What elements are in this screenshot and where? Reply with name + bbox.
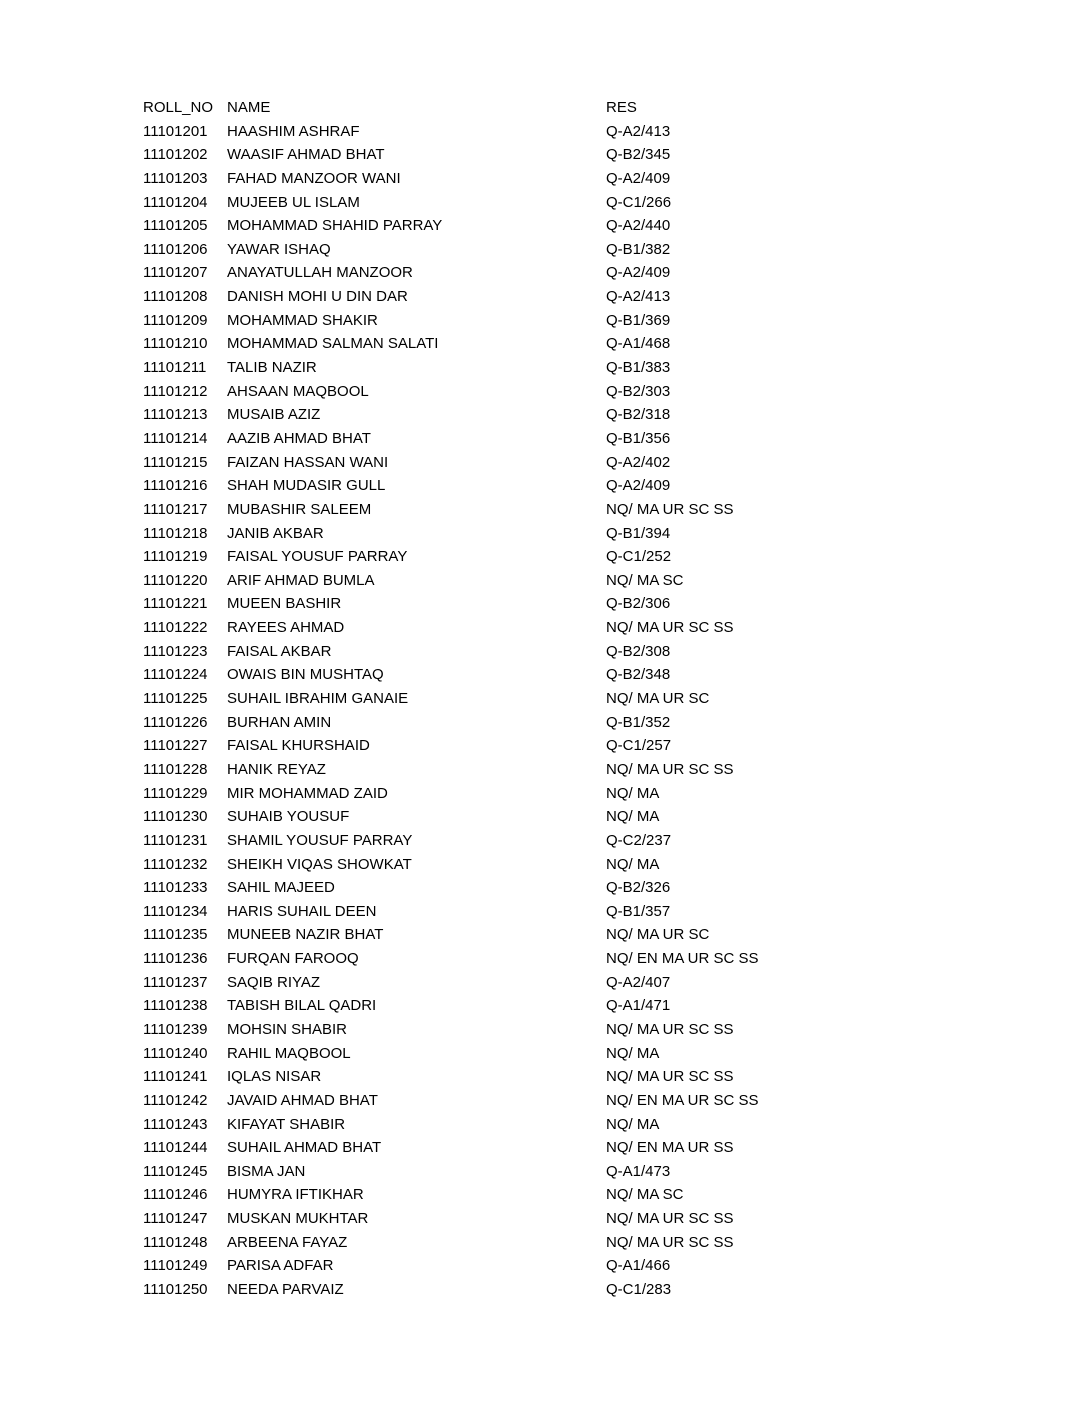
table-row [143,120,806,144]
table-row [143,214,806,238]
res-cell: Q-C1/257 [606,737,672,755]
header-name: NAME [227,99,271,116]
table-row [143,474,806,498]
roll-no-cell: 11101227 [143,737,208,755]
roll-no-cell: 11101244 [143,1139,208,1157]
name-cell: BISMA JAN [227,1162,306,1180]
table-row [143,285,806,309]
res-cell: Q-B1/383 [606,359,671,377]
name-cell: HANIK REYAZ [227,760,326,778]
res-cell: Q-B1/357 [606,902,671,920]
table-row [143,1065,806,1089]
roll-no-cell: 11101214 [143,429,208,447]
res-cell: Q-C1/252 [606,548,672,566]
roll-no-cell: 11101249 [143,1257,208,1275]
results-table [143,96,806,1302]
roll-no-cell: 11101220 [143,571,208,589]
name-cell: BURHAN AMIN [227,713,332,731]
roll-no-cell: 11101203 [143,169,208,187]
roll-no-cell: 11101237 [143,973,208,991]
table-row [143,758,806,782]
res-cell: NQ/ MA UR SC SS [606,500,734,518]
roll-no-cell: 11101239 [143,1020,208,1038]
res-cell: Q-C2/237 [606,831,672,849]
table-row [143,1254,806,1278]
roll-no-cell: 11101211 [143,359,207,377]
res-cell: NQ/ MA UR SC SS [606,1210,734,1228]
name-cell: MUJEEB UL ISLAM [227,193,360,211]
table-row [143,1278,806,1302]
res-cell: Q-B2/348 [606,666,671,684]
table-row [143,309,806,333]
res-cell: NQ/ MA SC [606,1186,684,1204]
res-cell: NQ/ MA UR SC SS [606,760,734,778]
name-cell: SAHIL MAJEED [227,879,335,897]
roll-no-cell: 11101216 [143,477,208,495]
roll-no-cell: 11101204 [143,193,208,211]
table-row [143,734,806,758]
roll-no-cell: 11101242 [143,1091,208,1109]
table-row [143,356,806,380]
res-cell: Q-B1/352 [606,713,671,731]
table-row [143,923,806,947]
name-cell: MUBASHIR SALEEM [227,500,372,518]
roll-no-cell: 11101240 [143,1044,208,1062]
res-cell: Q-A2/413 [606,122,671,140]
roll-no-cell: 11101218 [143,524,208,542]
name-cell: MUNEEB NAZIR BHAT [227,926,384,944]
table-row [143,1160,806,1184]
res-cell: Q-A1/466 [606,1257,671,1275]
roll-no-cell: 11101222 [143,619,208,637]
table-row [143,403,806,427]
res-cell: Q-B1/369 [606,311,671,329]
name-cell: MOHAMMAD SHAHID PARRAY [227,217,443,235]
table-row [143,663,806,687]
table-row [143,545,806,569]
res-cell: NQ/ MA UR SC [606,690,710,708]
res-cell: NQ/ MA UR SC SS [606,1233,734,1251]
name-cell: KIFAYAT SHABIR [227,1115,346,1133]
res-cell: Q-B1/394 [606,524,671,542]
roll-no-cell: 11101226 [143,713,208,731]
name-cell: MIR MOHAMMAD ZAID [227,784,388,802]
roll-no-cell: 11101250 [143,1281,208,1299]
roll-no-cell: 11101223 [143,642,208,660]
res-cell: Q-B1/356 [606,429,671,447]
name-cell: HAASHIM ASHRAF [227,122,360,140]
table-row [143,1183,806,1207]
res-cell: NQ/ MA UR SC SS [606,1068,734,1086]
name-cell: IQLAS NISAR [227,1068,322,1086]
table-row [143,876,806,900]
table-row [143,616,806,640]
header-roll-no: ROLL_NO [143,99,214,116]
name-cell: SUHAIL IBRAHIM GANAIE [227,690,409,708]
res-cell: NQ/ MA [606,1115,660,1133]
header-row [143,96,806,120]
name-cell: RAYEES AHMAD [227,619,345,637]
table-row [143,1136,806,1160]
table-row [143,1089,806,1113]
table-row [143,592,806,616]
table-row [143,191,806,215]
name-cell: AHSAAN MAQBOOL [227,382,369,400]
table-row [143,427,806,451]
name-cell: MOHAMMAD SALMAN SALATI [227,335,439,353]
name-cell: WAASIF AHMAD BHAT [227,146,385,164]
name-cell: FAISAL YOUSUF PARRAY [227,548,408,566]
res-cell: NQ/ MA [606,1044,660,1062]
table-row [143,332,806,356]
roll-no-cell: 11101210 [143,335,208,353]
roll-no-cell: 11101235 [143,926,208,944]
roll-no-cell: 11101217 [143,500,208,518]
table-row [143,1231,806,1255]
res-cell: Q-C1/283 [606,1281,672,1299]
header-res: RES [606,99,637,116]
res-cell: Q-B1/382 [606,240,671,258]
table-row [143,1042,806,1066]
roll-no-cell: 11101219 [143,548,208,566]
name-cell: MOHAMMAD SHAKIR [227,311,378,329]
name-cell: HARIS SUHAIL DEEN [227,902,377,920]
res-cell: Q-A2/409 [606,169,671,187]
res-cell: NQ/ MA UR SC [606,926,710,944]
res-cell: Q-A1/473 [606,1162,671,1180]
name-cell: MUSKAN MUKHTAR [227,1210,369,1228]
table-row [143,380,806,404]
name-cell: JANIB AKBAR [227,524,324,542]
name-cell: MUEEN BASHIR [227,595,342,613]
name-cell: FURQAN FAROOQ [227,950,359,968]
name-cell: JAVAID AHMAD BHAT [227,1091,378,1109]
name-cell: SAQIB RIYAZ [227,973,321,991]
name-cell: MOHSIN SHABIR [227,1020,348,1038]
res-cell: Q-B2/318 [606,406,671,424]
res-cell: NQ/ MA [606,808,660,826]
res-cell: Q-A2/402 [606,453,671,471]
table-row [143,1207,806,1231]
roll-no-cell: 11101206 [143,240,208,258]
roll-no-cell: 11101215 [143,453,208,471]
roll-no-cell: 11101246 [143,1186,208,1204]
res-cell: NQ/ MA [606,855,660,873]
roll-no-cell: 11101230 [143,808,208,826]
roll-no-cell: 11101229 [143,784,208,802]
table-row [143,522,806,546]
roll-no-cell: 11101228 [143,760,208,778]
res-cell: Q-A2/413 [606,288,671,306]
res-cell: Q-A2/409 [606,477,671,495]
table-row [143,971,806,995]
name-cell: RAHIL MAQBOOL [227,1044,351,1062]
res-cell: Q-A2/409 [606,264,671,282]
res-cell: NQ/ MA UR SC SS [606,619,734,637]
res-cell: Q-B2/303 [606,382,671,400]
roll-no-cell: 11101236 [143,950,208,968]
roll-no-cell: 11101245 [143,1162,208,1180]
roll-no-cell: 11101224 [143,666,208,684]
name-cell: FAIZAN HASSAN WANI [227,453,389,471]
table-row [143,687,806,711]
name-cell: SHAMIL YOUSUF PARRAY [227,831,413,849]
roll-no-cell: 11101233 [143,879,208,897]
table-row [143,238,806,262]
res-cell: Q-B2/308 [606,642,671,660]
table-row [143,1018,806,1042]
table-row [143,853,806,877]
name-cell: MUSAIB AZIZ [227,406,321,424]
res-cell: Q-C1/266 [606,193,672,211]
res-cell: Q-A2/407 [606,973,671,991]
name-cell: SUHAIB YOUSUF [227,808,350,826]
name-cell: TALIB NAZIR [227,359,317,377]
name-cell: AAZIB AHMAD BHAT [227,429,371,447]
table-row [143,569,806,593]
table-row [143,900,806,924]
roll-no-cell: 11101234 [143,902,208,920]
res-cell: NQ/ EN MA UR SC SS [606,1091,759,1109]
name-cell: FAISAL AKBAR [227,642,332,660]
name-cell: YAWAR ISHAQ [227,240,331,258]
roll-no-cell: 11101221 [143,595,208,613]
name-cell: ANAYATULLAH MANZOOR [227,264,413,282]
res-cell: NQ/ MA SC [606,571,684,589]
res-cell: Q-A1/468 [606,335,671,353]
res-cell: Q-A2/440 [606,217,671,235]
name-cell: SHEIKH VIQAS SHOWKAT [227,855,412,873]
roll-no-cell: 11101231 [143,831,208,849]
roll-no-cell: 11101208 [143,288,208,306]
name-cell: DANISH MOHI U DIN DAR [227,288,408,306]
res-cell: NQ/ MA UR SC SS [606,1020,734,1038]
roll-no-cell: 11101201 [143,122,208,140]
table-row [143,498,806,522]
res-cell: NQ/ EN MA UR SC SS [606,950,759,968]
roll-no-cell: 11101241 [143,1068,208,1086]
table-row [143,994,806,1018]
res-cell: Q-B2/306 [606,595,671,613]
table-row [143,451,806,475]
res-cell: NQ/ EN MA UR SS [606,1139,734,1157]
res-cell: NQ/ MA [606,784,660,802]
res-cell: Q-A1/471 [606,997,671,1015]
roll-no-cell: 11101213 [143,406,208,424]
name-cell: OWAIS BIN MUSHTAQ [227,666,384,684]
table-row [143,711,806,735]
table-row [143,261,806,285]
name-cell: PARISA ADFAR [227,1257,334,1275]
name-cell: NEEDA PARVAIZ [227,1281,344,1299]
roll-no-cell: 11101202 [143,146,208,164]
name-cell: ARIF AHMAD BUMLA [227,571,375,589]
name-cell: ARBEENA FAYAZ [227,1233,348,1251]
roll-no-cell: 11101248 [143,1233,208,1251]
roll-no-cell: 11101209 [143,311,208,329]
res-cell: Q-B2/345 [606,146,671,164]
name-cell: FAISAL KHURSHAID [227,737,370,755]
table-row [143,947,806,971]
roll-no-cell: 11101238 [143,997,208,1015]
roll-no-cell: 11101243 [143,1115,208,1133]
table-row [143,640,806,664]
name-cell: HUMYRA IFTIKHAR [227,1186,364,1204]
table-row [143,782,806,806]
table-row [143,143,806,167]
name-cell: FAHAD MANZOOR WANI [227,169,401,187]
table-row [143,1113,806,1137]
roll-no-cell: 11101212 [143,382,208,400]
name-cell: SHAH MUDASIR GULL [227,477,386,495]
name-cell: TABISH BILAL QADRI [227,997,377,1015]
table-row [143,805,806,829]
table-row [143,829,806,853]
roll-no-cell: 11101247 [143,1210,208,1228]
roll-no-cell: 11101207 [143,264,208,282]
table-row [143,167,806,191]
res-cell: Q-B2/326 [606,879,671,897]
roll-no-cell: 11101205 [143,217,208,235]
roll-no-cell: 11101232 [143,855,208,873]
name-cell: SUHAIL AHMAD BHAT [227,1139,382,1157]
roll-no-cell: 11101225 [143,690,208,708]
